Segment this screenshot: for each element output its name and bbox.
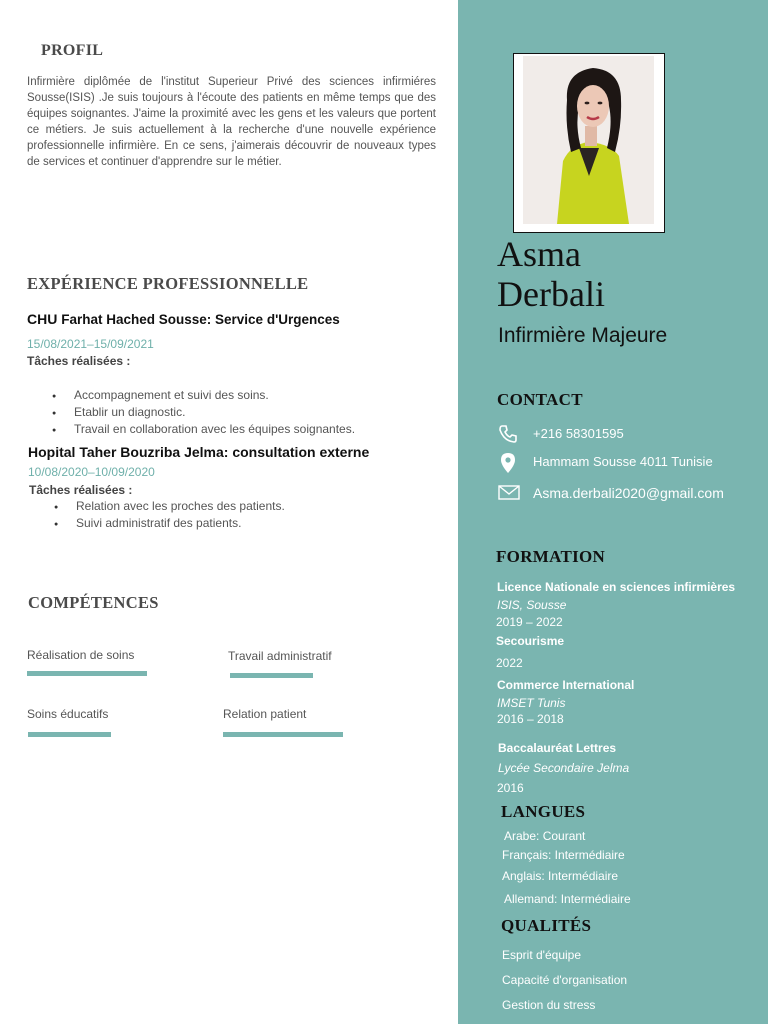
list-item: ● Travail en collaboration avec les équipes soignantes. (74, 422, 355, 439)
education-school: Lycée Secondaire Jelma (498, 761, 630, 775)
job-1-title-text: Farhat Hached Sousse: Service d'Urgences (61, 312, 340, 327)
experience-heading: EXPÉRIENCE PROFESSIONNELLE (27, 274, 309, 293)
education-years: 2022 (496, 656, 523, 670)
job-2-dates: 10/08/2020–10/09/2020 (28, 465, 155, 479)
education-title: Baccalauréat Lettres (498, 741, 617, 755)
education-title: Licence Nationale en sciences infirmières (497, 580, 736, 594)
education-years: 2019 – 2022 (496, 615, 563, 629)
last-name: Derbali (497, 274, 605, 314)
profile-text: Infirmière diplômée de l'institut Superieur Privé des sciences infirmiéres Sousse(ISIS) .Je suis toujours à l'écoute des patients en même temps que des équipes soignantes. J'aime la proximité avec les gens et les valeurs que portent ce métiers. Je suis actuellement à la recherche d'une nouvelle expérience professionnelle infirmière. En ce sens, j'aimerais découvrir de nouveaux types de services et continuer d'apprendre sur le métier. (27, 76, 436, 168)
skill-bar (27, 671, 147, 676)
skill-bar (230, 673, 313, 678)
contact-email[interactable]: Asma.derbali2020@gmail.com (533, 485, 724, 501)
education-school: IMSET Tunis (497, 696, 566, 710)
job-1-title (27, 311, 340, 327)
list-item: ● Suivi administratif des patients. (76, 516, 285, 533)
education-years: 2016 – 2018 (497, 712, 564, 726)
quality-item: Gestion du stress (502, 998, 596, 1012)
languages-heading: LANGUES (501, 802, 586, 821)
language-item: Français: Intermédiaire (502, 848, 625, 862)
profile-heading: PROFIL (41, 42, 104, 59)
education-title: Commerce International (497, 678, 635, 692)
first-name: Asma (497, 234, 581, 274)
list-item: ● Relation avec les proches des patients. (76, 499, 285, 516)
contact-address: Hammam Sousse 4011 Tunisie (533, 454, 713, 469)
list-item: ● Etablir un diagnostic. (74, 405, 355, 422)
job-1-prefix: CHU (27, 311, 58, 327)
skill-bar (28, 732, 111, 737)
job-1-tasks-label: Tâches réalisées : (27, 354, 131, 368)
education-heading: FORMATION (496, 547, 606, 566)
language-item: Anglais: Intermédiaire (502, 869, 619, 883)
phone-icon (498, 424, 518, 444)
profile-photo (523, 56, 654, 224)
job-1-task-list (74, 388, 355, 439)
language-item: Arabe: Courant (504, 829, 586, 843)
job-1-dates: 15/08/2021–15/09/2021 (27, 337, 154, 351)
quality-item: Capacité d'organisation (502, 973, 628, 987)
skills-heading: COMPÉTENCES (28, 593, 159, 612)
education-school: ISIS, Sousse (497, 598, 567, 612)
portrait-illustration (523, 56, 654, 224)
qualities-heading: QUALITÉS (501, 916, 592, 935)
skill-label: Relation patient (223, 707, 307, 721)
contact-heading: CONTACT (497, 390, 583, 409)
skill-label: Soins éducatifs (27, 707, 109, 721)
job-2-tasks-label: Tâches réalisées : (29, 483, 133, 497)
job-title: Infirmière Majeure (498, 324, 668, 347)
quality-item: Esprit d'équipe (502, 948, 582, 962)
location-pin-icon (498, 452, 518, 472)
language-item: Allemand: Intermédiaire (504, 892, 631, 906)
list-item: ● Accompagnement et suivi des soins. (74, 388, 355, 405)
education-years: 2016 (497, 781, 524, 795)
education-title: Secourisme (496, 634, 565, 648)
skill-label: Réalisation de soins (27, 648, 135, 662)
job-2-title: Hopital Taher Bouzriba Jelma: consultation externe (28, 444, 370, 460)
envelope-icon (498, 485, 518, 505)
profile-photo-frame (513, 53, 665, 233)
job-2-task-list (76, 499, 285, 533)
skill-label: Travail administratif (228, 649, 332, 663)
contact-phone: +216 58301595 (533, 426, 624, 441)
skill-bar (223, 732, 343, 737)
